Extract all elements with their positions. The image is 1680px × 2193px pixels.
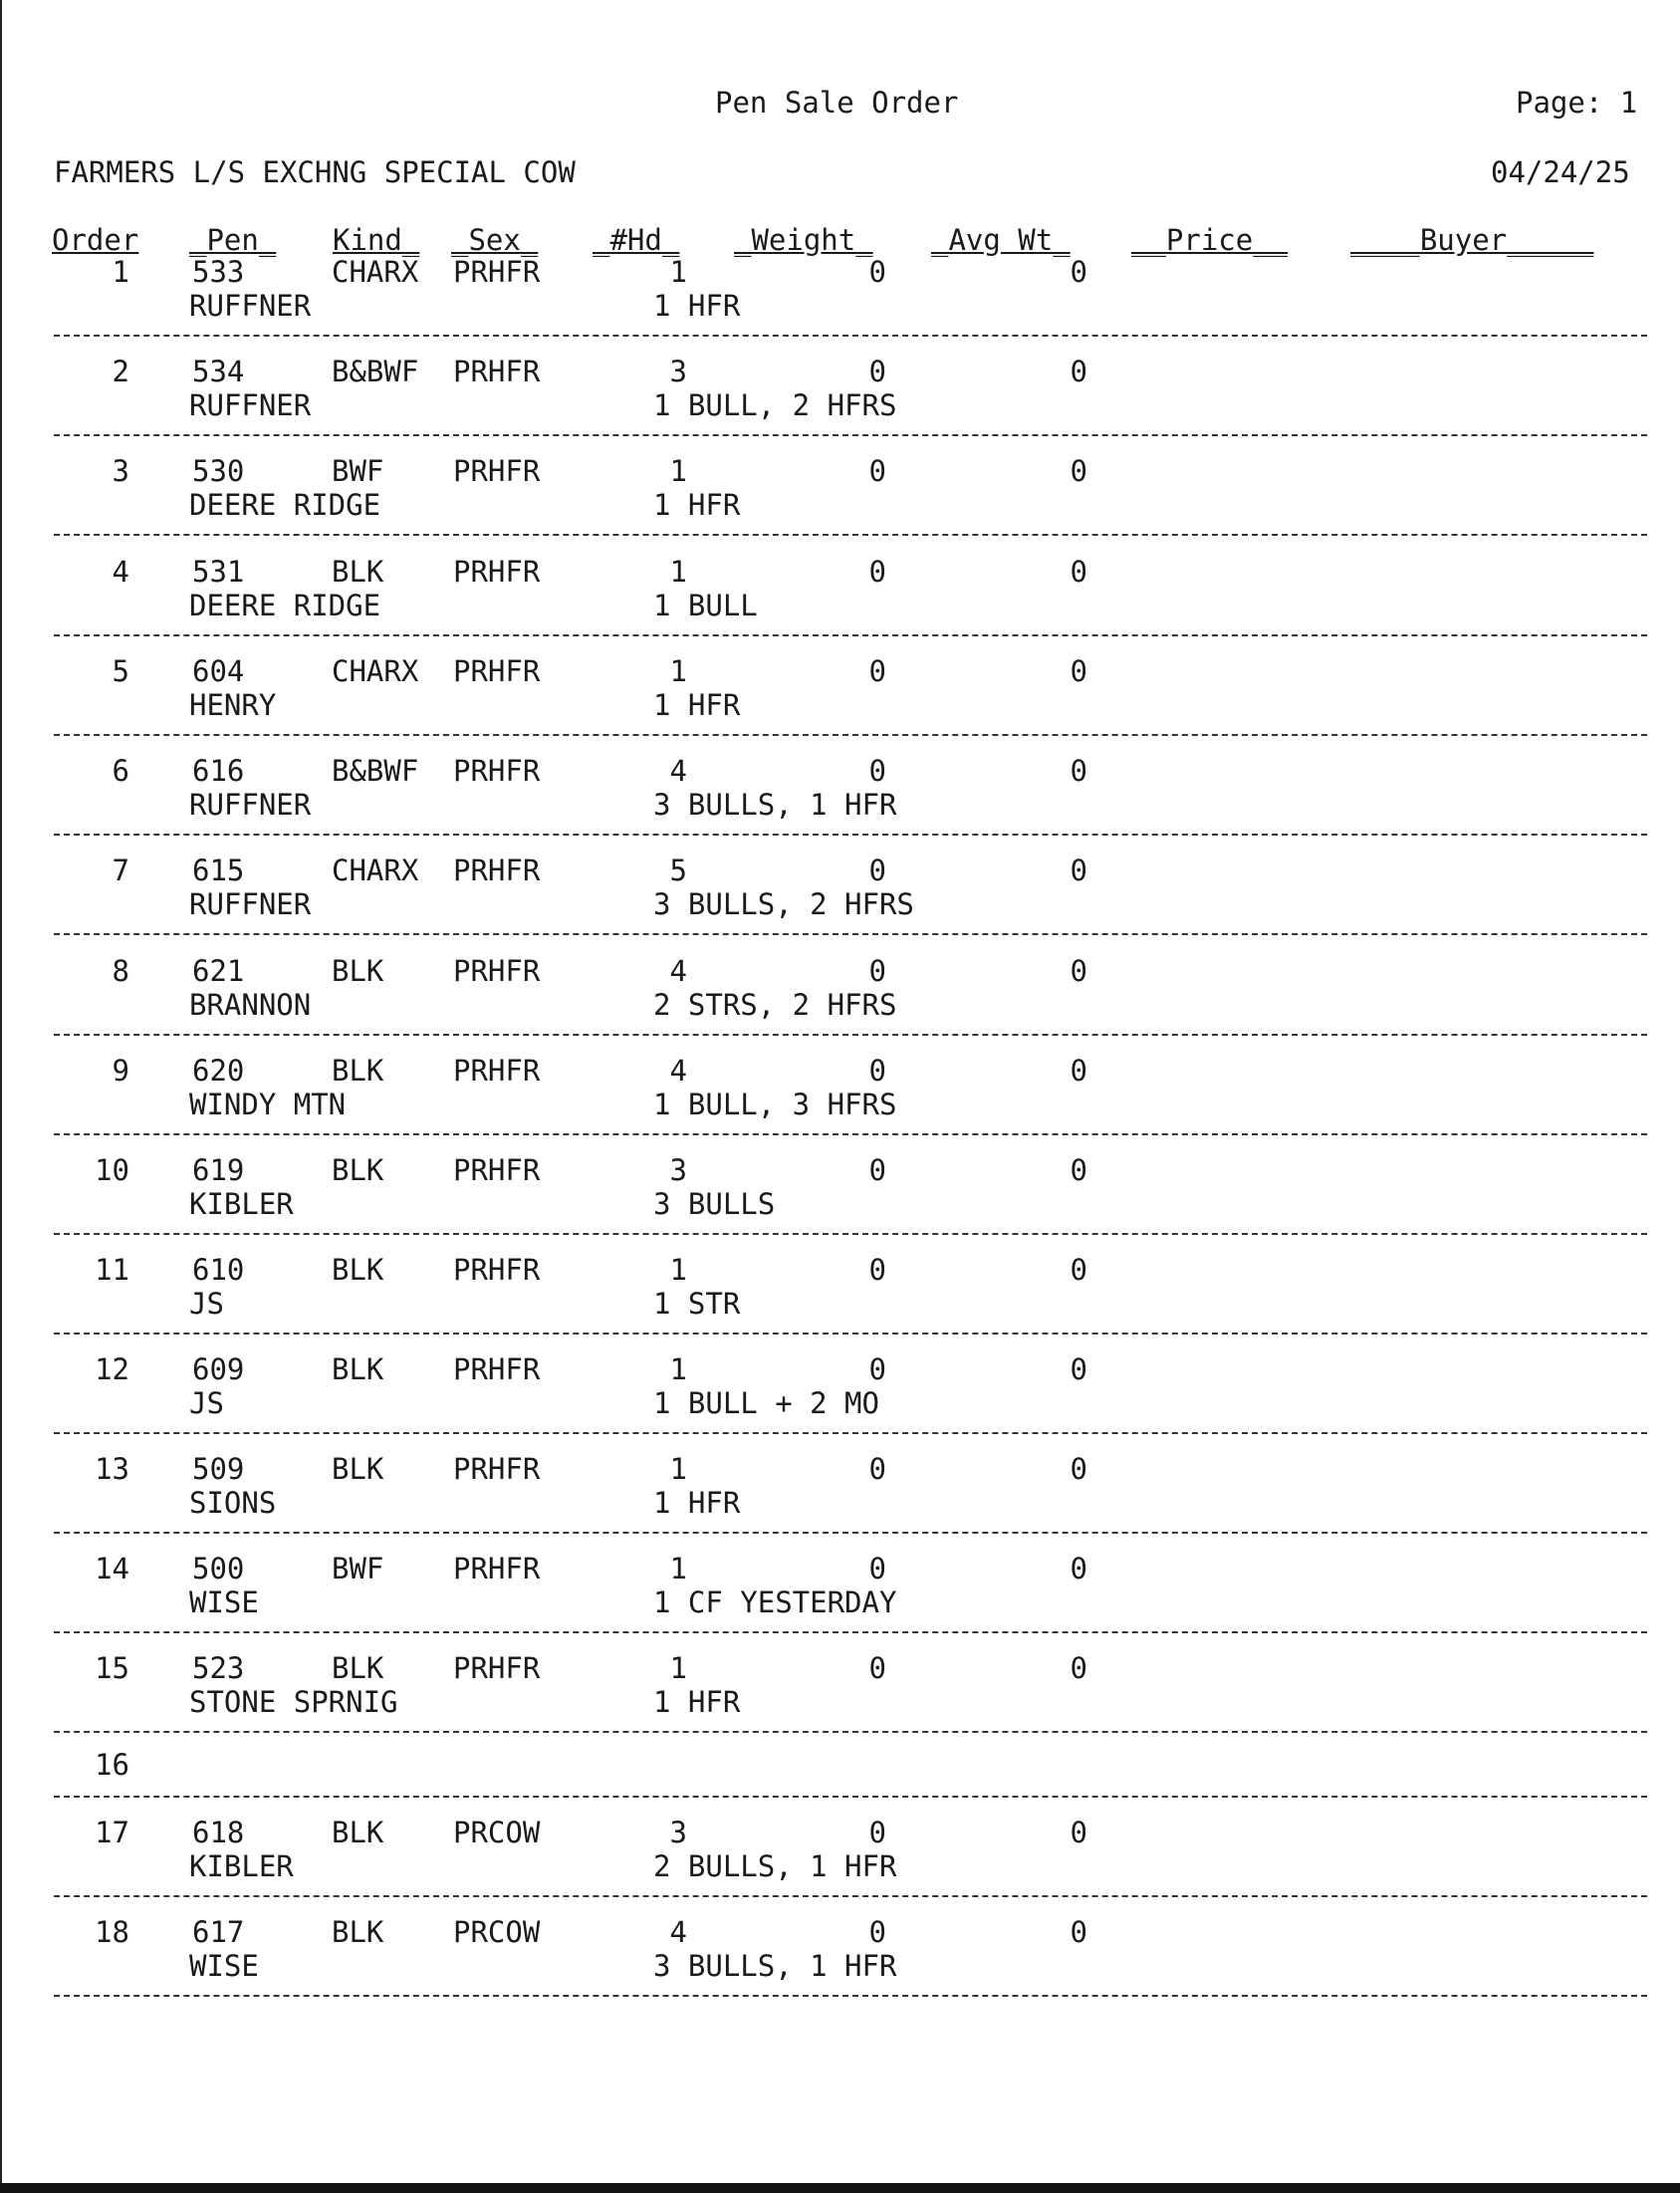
cell-seller: RUFFNER [189, 788, 312, 822]
row-divider [54, 1995, 1647, 1997]
cell-description: 1 HFR [653, 688, 741, 722]
cell-seller: HENRY [189, 688, 277, 722]
cell-order: 5 [112, 654, 129, 688]
row-divider [54, 1333, 1647, 1335]
row-divider [54, 933, 1647, 935]
cell-seller: STONE SPRNIG [189, 1685, 398, 1719]
cell-pen: 509 [192, 1452, 245, 1486]
cell-seller: WINDY MTN [189, 1088, 347, 1121]
cell-order: 15 [95, 1651, 129, 1685]
cell-order: 7 [112, 853, 129, 887]
cell-description: 1 BULL + 2 MO [653, 1386, 879, 1420]
cell-avg-wt: 0 [1070, 1915, 1087, 1949]
cell-sex: PRHFR [453, 954, 541, 988]
cell-avg-wt: 0 [1070, 754, 1087, 788]
cell-description: 3 BULLS [653, 1187, 776, 1221]
row-divider [54, 734, 1647, 736]
cell-weight: 0 [868, 754, 886, 788]
cell-weight: 0 [868, 954, 886, 988]
cell-order: 16 [95, 1748, 129, 1782]
cell-order: 13 [95, 1452, 129, 1486]
sale-name: FARMERS L/S EXCHNG SPECIAL COW [54, 155, 576, 189]
row-divider [54, 534, 1647, 536]
row-divider [54, 1731, 1647, 1733]
col-header-pen: _Pen_ [189, 223, 277, 257]
page-number: Page: 1 [1516, 86, 1638, 120]
cell-order: 4 [112, 555, 129, 589]
cell-kind: BLK [332, 1452, 384, 1486]
cell-hd: 1 [669, 555, 687, 589]
cell-sex: PRHFR [453, 454, 541, 488]
cell-avg-wt: 0 [1070, 1054, 1087, 1088]
cell-avg-wt: 0 [1070, 355, 1087, 388]
cell-sex: PRHFR [453, 255, 541, 289]
cell-sex: PRHFR [453, 355, 541, 388]
cell-hd: 4 [669, 1915, 687, 1949]
cell-hd: 4 [669, 754, 687, 788]
cell-weight: 0 [868, 1153, 886, 1187]
cell-weight: 0 [868, 1651, 886, 1685]
cell-order: 3 [112, 454, 129, 488]
cell-weight: 0 [868, 654, 886, 688]
cell-pen: 618 [192, 1816, 245, 1849]
cell-pen: 621 [192, 954, 245, 988]
cell-avg-wt: 0 [1070, 1816, 1087, 1849]
cell-avg-wt: 0 [1070, 454, 1087, 488]
cell-description: 1 STR [653, 1287, 741, 1321]
cell-seller: BRANNON [189, 988, 312, 1022]
cell-description: 1 BULL [653, 589, 758, 622]
cell-description: 1 HFR [653, 289, 741, 323]
cell-description: 1 HFR [653, 1486, 741, 1520]
cell-kind: BLK [332, 954, 384, 988]
cell-weight: 0 [868, 853, 886, 887]
cell-kind: BLK [332, 1915, 384, 1949]
cell-order: 10 [95, 1153, 129, 1187]
cell-hd: 4 [669, 954, 687, 988]
cell-pen: 609 [192, 1352, 245, 1386]
cell-avg-wt: 0 [1070, 555, 1087, 589]
cell-sex: PRHFR [453, 1552, 541, 1585]
cell-hd: 1 [669, 1651, 687, 1685]
cell-sex: PRHFR [453, 555, 541, 589]
cell-seller: WISE [189, 1585, 259, 1619]
cell-description: 3 BULLS, 1 HFR [653, 1949, 897, 1983]
cell-description: 1 HFR [653, 488, 741, 522]
cell-hd: 4 [669, 1054, 687, 1088]
cell-order: 14 [95, 1552, 129, 1585]
cell-seller: RUFFNER [189, 887, 312, 921]
cell-description: 1 BULL, 3 HFRS [653, 1088, 897, 1121]
cell-avg-wt: 0 [1070, 1352, 1087, 1386]
cell-avg-wt: 0 [1070, 1651, 1087, 1685]
cell-hd: 1 [669, 255, 687, 289]
cell-description: 2 BULLS, 1 HFR [653, 1849, 897, 1883]
cell-kind: CHARX [332, 654, 419, 688]
cell-kind: CHARX [332, 255, 419, 289]
cell-hd: 1 [669, 1352, 687, 1386]
cell-sex: PRHFR [453, 1352, 541, 1386]
cell-avg-wt: 0 [1070, 1253, 1087, 1287]
cell-order: 8 [112, 954, 129, 988]
cell-sex: PRCOW [453, 1816, 541, 1849]
cell-sex: PRHFR [453, 1054, 541, 1088]
row-divider [54, 1034, 1647, 1036]
cell-kind: B&BWF [332, 355, 419, 388]
report-title: Pen Sale Order [715, 86, 959, 120]
row-divider [54, 434, 1647, 436]
cell-sex: PRHFR [453, 754, 541, 788]
cell-description: 1 CF YESTERDAY [653, 1585, 897, 1619]
row-divider [54, 1233, 1647, 1235]
cell-hd: 1 [669, 454, 687, 488]
cell-sex: PRHFR [453, 853, 541, 887]
cell-kind: B&BWF [332, 754, 419, 788]
col-header-order: Order [52, 223, 139, 257]
cell-avg-wt: 0 [1070, 1552, 1087, 1585]
col-header-head-count: _#Hd_ [593, 223, 680, 257]
cell-sex: PRHFR [453, 1452, 541, 1486]
cell-order: 18 [95, 1915, 129, 1949]
cell-weight: 0 [868, 1352, 886, 1386]
col-header-weight: _Weight_ [734, 223, 873, 257]
cell-pen: 615 [192, 853, 245, 887]
col-header-sex: _Sex_ [451, 223, 539, 257]
cell-description: 2 STRS, 2 HFRS [653, 988, 897, 1022]
cell-pen: 500 [192, 1552, 245, 1585]
cell-order: 17 [95, 1816, 129, 1849]
cell-pen: 604 [192, 654, 245, 688]
row-divider [54, 634, 1647, 636]
cell-weight: 0 [868, 255, 886, 289]
cell-kind: CHARX [332, 853, 419, 887]
cell-avg-wt: 0 [1070, 954, 1087, 988]
cell-sex: PRHFR [453, 1153, 541, 1187]
cell-weight: 0 [868, 1253, 886, 1287]
cell-sex: PRHFR [453, 1253, 541, 1287]
cell-weight: 0 [868, 355, 886, 388]
cell-kind: BLK [332, 555, 384, 589]
cell-hd: 1 [669, 1253, 687, 1287]
cell-avg-wt: 0 [1070, 654, 1087, 688]
cell-description: 3 BULLS, 1 HFR [653, 788, 897, 822]
cell-kind: BWF [332, 1552, 384, 1585]
cell-pen: 530 [192, 454, 245, 488]
row-divider [54, 1631, 1647, 1633]
cell-kind: BLK [332, 1352, 384, 1386]
cell-hd: 5 [669, 853, 687, 887]
cell-hd: 1 [669, 654, 687, 688]
cell-seller: SIONS [189, 1486, 277, 1520]
cell-hd: 3 [669, 1816, 687, 1849]
cell-pen: 619 [192, 1153, 245, 1187]
cell-description: 1 HFR [653, 1685, 741, 1719]
cell-order: 6 [112, 754, 129, 788]
cell-pen: 610 [192, 1253, 245, 1287]
row-divider [54, 335, 1647, 337]
cell-kind: BWF [332, 454, 384, 488]
page-bottom-border [0, 2183, 1680, 2193]
cell-seller: JS [189, 1287, 224, 1321]
cell-order: 2 [112, 355, 129, 388]
cell-kind: BLK [332, 1651, 384, 1685]
cell-avg-wt: 0 [1070, 1452, 1087, 1486]
col-header-kind: Kind_ [333, 223, 420, 257]
row-divider [54, 834, 1647, 836]
cell-seller: DEERE RIDGE [189, 488, 381, 522]
cell-seller: WISE [189, 1949, 259, 1983]
cell-weight: 0 [868, 1054, 886, 1088]
cell-seller: KIBLER [189, 1187, 294, 1221]
cell-order: 1 [112, 255, 129, 289]
cell-pen: 617 [192, 1915, 245, 1949]
sale-date: 04/24/25 [1491, 155, 1630, 189]
cell-weight: 0 [868, 1816, 886, 1849]
cell-hd: 3 [669, 355, 687, 388]
cell-avg-wt: 0 [1070, 255, 1087, 289]
cell-seller: KIBLER [189, 1849, 294, 1883]
cell-sex: PRHFR [453, 654, 541, 688]
cell-weight: 0 [868, 454, 886, 488]
cell-sex: PRHFR [453, 1651, 541, 1685]
cell-pen: 616 [192, 754, 245, 788]
cell-order: 12 [95, 1352, 129, 1386]
cell-weight: 0 [868, 555, 886, 589]
cell-avg-wt: 0 [1070, 1153, 1087, 1187]
cell-pen: 620 [192, 1054, 245, 1088]
cell-pen: 523 [192, 1651, 245, 1685]
cell-description: 1 BULL, 2 HFRS [653, 388, 897, 422]
cell-seller: DEERE RIDGE [189, 589, 381, 622]
col-header-price: __Price__ [1131, 223, 1289, 257]
row-divider [54, 1895, 1647, 1897]
cell-kind: BLK [332, 1153, 384, 1187]
cell-weight: 0 [868, 1452, 886, 1486]
cell-kind: BLK [332, 1816, 384, 1849]
cell-weight: 0 [868, 1552, 886, 1585]
cell-seller: JS [189, 1386, 224, 1420]
cell-hd: 1 [669, 1552, 687, 1585]
row-divider [54, 1133, 1647, 1135]
cell-sex: PRCOW [453, 1915, 541, 1949]
cell-avg-wt: 0 [1070, 853, 1087, 887]
cell-pen: 531 [192, 555, 245, 589]
row-divider [54, 1796, 1647, 1798]
cell-weight: 0 [868, 1915, 886, 1949]
row-divider [54, 1532, 1647, 1534]
cell-kind: BLK [332, 1054, 384, 1088]
cell-seller: RUFFNER [189, 289, 312, 323]
cell-order: 9 [112, 1054, 129, 1088]
cell-pen: 534 [192, 355, 245, 388]
cell-pen: 533 [192, 255, 245, 289]
row-divider [54, 1432, 1647, 1434]
cell-kind: BLK [332, 1253, 384, 1287]
col-header-avg-weight: _Avg Wt_ [931, 223, 1071, 257]
cell-seller: RUFFNER [189, 388, 312, 422]
cell-order: 11 [95, 1253, 129, 1287]
cell-hd: 3 [669, 1153, 687, 1187]
col-header-buyer: ____Buyer_____ [1350, 223, 1594, 257]
cell-hd: 1 [669, 1452, 687, 1486]
cell-description: 3 BULLS, 2 HFRS [653, 887, 914, 921]
